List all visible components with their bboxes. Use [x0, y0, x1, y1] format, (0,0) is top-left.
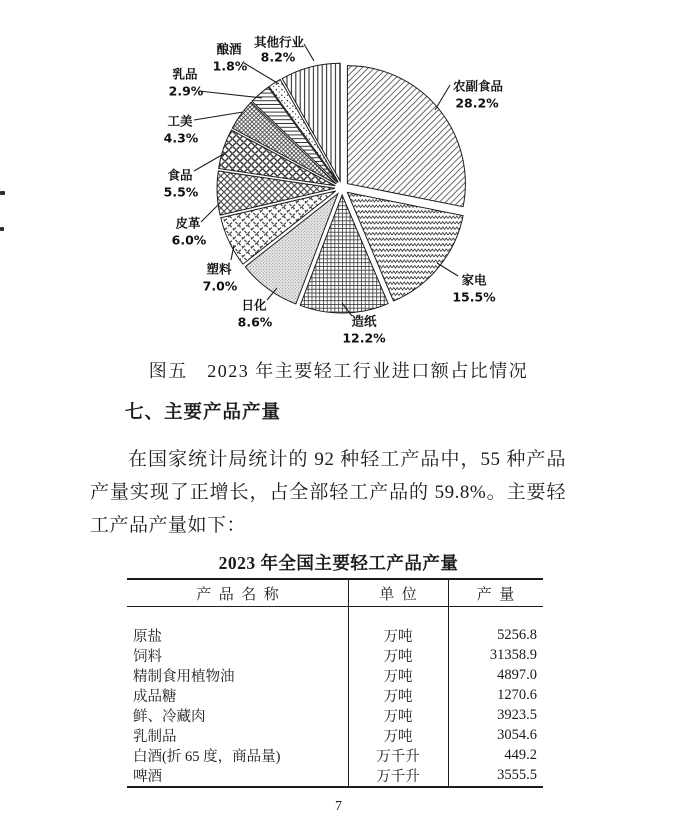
- header-unit: 单 位: [379, 586, 417, 603]
- output-value-cell: 449.2: [504, 746, 537, 763]
- table-row: [127, 765, 543, 785]
- product-name-cell: 原盐: [133, 628, 162, 645]
- figure-caption: 图五 2023 年主要轻工行业进口额占比情况: [148, 361, 529, 381]
- pie-label-name: 乳品: [172, 66, 198, 82]
- table-row: [127, 705, 543, 725]
- pie-leader-line: [194, 112, 243, 120]
- pie-chart: [0, 0, 677, 352]
- product-name-cell: 成品糖: [133, 688, 177, 705]
- header-output: 产 量: [476, 586, 515, 603]
- table-body: [127, 625, 543, 785]
- pie-label-name: 家电: [461, 272, 487, 288]
- table-row: [127, 665, 543, 685]
- table-header-row: [127, 580, 543, 607]
- output-value-cell: 4897.0: [497, 666, 537, 683]
- table-row: [127, 725, 543, 745]
- product-name-cell: 鲜、冷藏肉: [133, 708, 206, 725]
- output-value-cell: 5256.8: [497, 626, 537, 643]
- pie-slice-0: [347, 66, 465, 207]
- unit-cell: 万吨: [383, 648, 413, 665]
- unit-cell: 万吨: [383, 728, 413, 745]
- pie-label-percent: 5.5%: [163, 184, 199, 200]
- unit-cell: 万千升: [376, 768, 420, 785]
- output-value-cell: 3054.6: [497, 726, 537, 743]
- pie-label-name: 食品: [167, 167, 193, 183]
- unit-cell: 万吨: [383, 688, 413, 705]
- pie-label-name: 塑料: [206, 261, 232, 277]
- table-row: [127, 625, 543, 645]
- pie-label-percent: 28.2%: [455, 95, 499, 111]
- pie-label-name: 酿酒: [216, 41, 242, 57]
- pie-label-percent: 2.9%: [168, 83, 204, 99]
- page-number: 7: [335, 799, 342, 814]
- pie-label-percent: 6.0%: [171, 232, 207, 248]
- pie-label-percent: 15.5%: [452, 289, 496, 305]
- output-value-cell: 3555.5: [497, 766, 537, 783]
- table-row: [127, 645, 543, 665]
- output-value-cell: 1270.6: [497, 686, 537, 703]
- pie-leader-line: [435, 85, 450, 110]
- pie-label-percent: 8.6%: [237, 314, 273, 330]
- pie-leader-line: [244, 63, 279, 84]
- unit-cell: 万千升: [376, 748, 420, 765]
- product-name-cell: 饲料: [133, 648, 162, 665]
- pie-leader-line: [304, 44, 314, 61]
- table-column-divider: [348, 580, 349, 786]
- table-row: [127, 685, 543, 705]
- output-value-cell: 3923.5: [497, 706, 537, 723]
- pie-leader-line: [201, 203, 220, 222]
- product-name-cell: 白酒(折 65 度，商品量): [133, 748, 281, 765]
- product-name-cell: 啤酒: [133, 768, 162, 785]
- body-paragraph: 在国家统计局统计的 92 种轻工产品中，55 种产品产量实现了正增长，占全部轻工产品的 59.8%。主要轻工产品产量如下：: [90, 449, 566, 536]
- pie-leader-line: [437, 263, 458, 276]
- product-name-cell: 精制食用植物油: [133, 668, 235, 685]
- pie-label-name: 其他行业: [253, 34, 305, 50]
- output-value-cell: 31358.9: [489, 646, 537, 663]
- table-row: [127, 745, 543, 765]
- pie-label-name: 造纸: [351, 313, 377, 329]
- pie-label-name: 农副食品: [452, 78, 504, 94]
- header-product-name: 产 品 名 称: [196, 586, 279, 603]
- pie-label-name: 日化: [241, 297, 267, 313]
- unit-cell: 万吨: [383, 708, 413, 725]
- pie-label-name: 皮革: [175, 215, 201, 231]
- pie-label-percent: 4.3%: [163, 130, 199, 146]
- unit-cell: 万吨: [383, 668, 413, 685]
- unit-cell: 万吨: [383, 628, 413, 645]
- pie-label-percent: 7.0%: [202, 278, 238, 294]
- pie-label-percent: 1.8%: [212, 58, 248, 74]
- pie-label-percent: 8.2%: [260, 49, 296, 65]
- section-heading: 七、主要产品产量: [125, 403, 282, 423]
- pie-label-name: 工美: [167, 113, 193, 129]
- table-column-divider: [448, 580, 449, 786]
- table-title: 2023 年全国主要轻工产品产量: [218, 553, 459, 573]
- pie-label-percent: 12.2%: [342, 330, 386, 346]
- product-name-cell: 乳制品: [133, 728, 177, 745]
- products-table: [127, 578, 543, 788]
- pie-slices-group: [164, 35, 504, 346]
- pie-leader-line: [199, 91, 262, 98]
